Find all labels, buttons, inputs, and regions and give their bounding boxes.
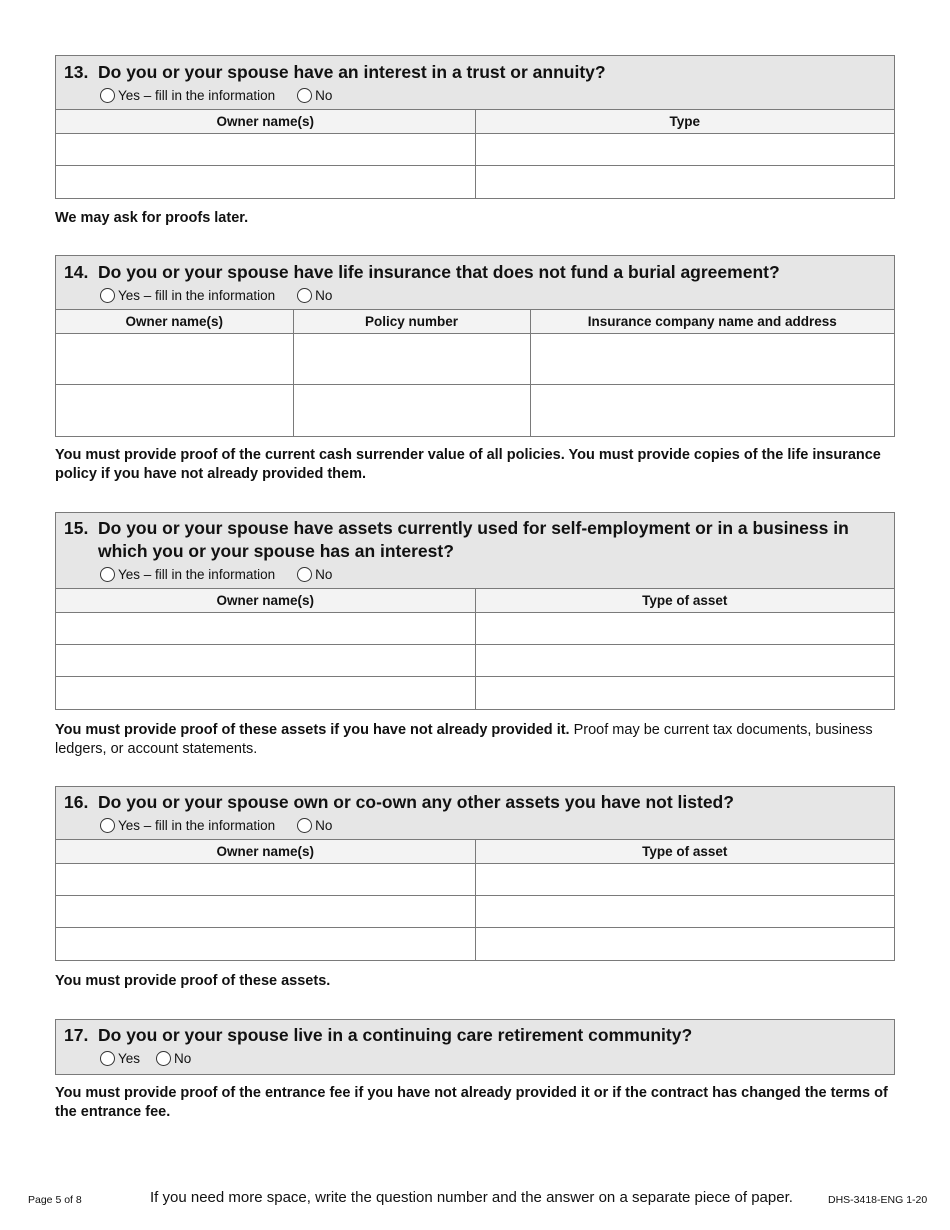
column-header: Owner name(s) bbox=[56, 110, 475, 134]
q13-no-radio[interactable] bbox=[297, 88, 312, 103]
table-cell[interactable] bbox=[56, 385, 293, 436]
q17-no-option[interactable] bbox=[156, 1051, 191, 1066]
q13-yes-label: Yes – fill in the information bbox=[118, 87, 276, 103]
question-15-text: Do you or your spouse have assets currently used for self-employment or in a business in which you or your spouse has an interest? bbox=[98, 518, 849, 561]
question-15-header bbox=[56, 513, 894, 588]
note-after-q17: You must provide proof of the entrance fee if you have not already provided it or if the contract has changed the terms of the entrance fee. bbox=[55, 1085, 888, 1120]
question-13-text: Do you or your spouse have an interest in a trust or annuity? bbox=[98, 62, 606, 82]
question-14-text: Do you or your spouse have life insurance that does not fund a burial agreement? bbox=[98, 262, 780, 282]
table-cell[interactable] bbox=[56, 166, 475, 198]
question-13-header bbox=[56, 56, 894, 109]
note-after-q15: You must provide proof of these assets if you have not already provided it. Proof may be current tax documents, business ledgers, or account statements. bbox=[55, 722, 873, 757]
table-cell[interactable] bbox=[293, 334, 530, 385]
question-17-header bbox=[56, 1020, 894, 1074]
footer-instruction: If you need more space, write the question number and the answer on a separate piece of paper. bbox=[150, 1189, 793, 1206]
question-17-number: 17. bbox=[64, 1025, 89, 1045]
page-number: Page 5 of 8 bbox=[28, 1194, 82, 1206]
table-cell[interactable] bbox=[475, 928, 894, 960]
note-after-q14: You must provide proof of the current cash surrender value of all policies. You must provide copies of the life insurance policy if you have not already provided them. bbox=[55, 447, 881, 482]
table-cell[interactable] bbox=[56, 928, 475, 960]
question-14-section bbox=[55, 255, 895, 437]
question-17-section bbox=[55, 1019, 895, 1075]
q17-no-label: No bbox=[174, 1050, 192, 1066]
question-16-options bbox=[100, 816, 886, 834]
column-header: Owner name(s) bbox=[56, 310, 293, 334]
question-17-options bbox=[100, 1049, 886, 1067]
q17-yes-label: Yes bbox=[118, 1050, 141, 1066]
table-cell[interactable] bbox=[475, 134, 894, 166]
q14-yes-option[interactable] bbox=[100, 288, 275, 303]
q17-no-radio[interactable] bbox=[156, 1051, 171, 1066]
question-15-table bbox=[56, 588, 894, 709]
question-17-text: Do you or your spouse live in a continuing care retirement community? bbox=[98, 1025, 693, 1045]
q13-no-label: No bbox=[315, 87, 333, 103]
question-14-header bbox=[56, 256, 894, 309]
note-after-q16: You must provide proof of these assets. bbox=[55, 973, 331, 989]
table-cell[interactable] bbox=[530, 385, 894, 436]
table-cell[interactable] bbox=[293, 385, 530, 436]
q16-yes-option[interactable] bbox=[100, 818, 275, 833]
q16-yes-label: Yes – fill in the information bbox=[118, 817, 276, 833]
q14-no-label: No bbox=[315, 287, 333, 303]
table-cell[interactable] bbox=[475, 864, 894, 896]
question-16-header bbox=[56, 787, 894, 839]
question-15-section bbox=[55, 512, 895, 710]
q15-no-radio[interactable] bbox=[297, 567, 312, 582]
table-cell[interactable] bbox=[56, 677, 475, 709]
table-cell[interactable] bbox=[56, 613, 475, 645]
column-header: Type of asset bbox=[475, 589, 894, 613]
table-cell[interactable] bbox=[475, 677, 894, 709]
q16-no-option[interactable] bbox=[297, 818, 332, 833]
column-header: Policy number bbox=[293, 310, 530, 334]
question-16-section bbox=[55, 786, 895, 961]
q17-yes-option[interactable] bbox=[100, 1051, 140, 1066]
q15-no-option[interactable] bbox=[297, 567, 332, 582]
table-cell[interactable] bbox=[56, 645, 475, 677]
question-16-text: Do you or your spouse own or co-own any other assets you have not listed? bbox=[98, 792, 734, 812]
table-cell[interactable] bbox=[56, 896, 475, 928]
column-header: Insurance company name and address bbox=[530, 310, 894, 334]
q16-no-label: No bbox=[315, 817, 333, 833]
q16-yes-radio[interactable] bbox=[100, 818, 115, 833]
q14-yes-label: Yes – fill in the information bbox=[118, 287, 276, 303]
question-13-options bbox=[100, 86, 886, 104]
question-13-table bbox=[56, 109, 894, 198]
question-13-number: 13. bbox=[64, 62, 89, 82]
q15-yes-radio[interactable] bbox=[100, 567, 115, 582]
column-header: Owner name(s) bbox=[56, 589, 475, 613]
q16-no-radio[interactable] bbox=[297, 818, 312, 833]
q15-yes-option[interactable] bbox=[100, 567, 275, 582]
question-15-number: 15. bbox=[64, 518, 89, 538]
q13-no-option[interactable] bbox=[297, 88, 332, 103]
q13-yes-radio[interactable] bbox=[100, 88, 115, 103]
table-cell[interactable] bbox=[56, 864, 475, 896]
question-14-number: 14. bbox=[64, 262, 89, 282]
form-id: DHS-3418-ENG 1-20 bbox=[828, 1194, 928, 1206]
column-header: Owner name(s) bbox=[56, 840, 475, 864]
question-14-table bbox=[56, 309, 894, 436]
q15-no-label: No bbox=[315, 566, 333, 582]
q14-no-option[interactable] bbox=[297, 288, 332, 303]
q13-yes-option[interactable] bbox=[100, 88, 275, 103]
table-cell[interactable] bbox=[475, 613, 894, 645]
table-cell[interactable] bbox=[475, 645, 894, 677]
table-cell[interactable] bbox=[56, 134, 475, 166]
table-cell[interactable] bbox=[530, 334, 894, 385]
q15-yes-label: Yes – fill in the information bbox=[118, 566, 276, 582]
question-16-number: 16. bbox=[64, 792, 89, 812]
q14-no-radio[interactable] bbox=[297, 288, 312, 303]
question-14-options bbox=[100, 286, 886, 304]
q17-yes-radio[interactable] bbox=[100, 1051, 115, 1066]
table-cell[interactable] bbox=[475, 166, 894, 198]
note-after-q13: We may ask for proofs later. bbox=[55, 210, 249, 226]
q14-yes-radio[interactable] bbox=[100, 288, 115, 303]
question-13-section bbox=[55, 55, 895, 199]
column-header: Type of asset bbox=[475, 840, 894, 864]
table-cell[interactable] bbox=[475, 896, 894, 928]
table-cell[interactable] bbox=[56, 334, 293, 385]
column-header: Type bbox=[475, 110, 894, 134]
question-16-table bbox=[56, 839, 894, 960]
question-15-options bbox=[100, 565, 886, 583]
